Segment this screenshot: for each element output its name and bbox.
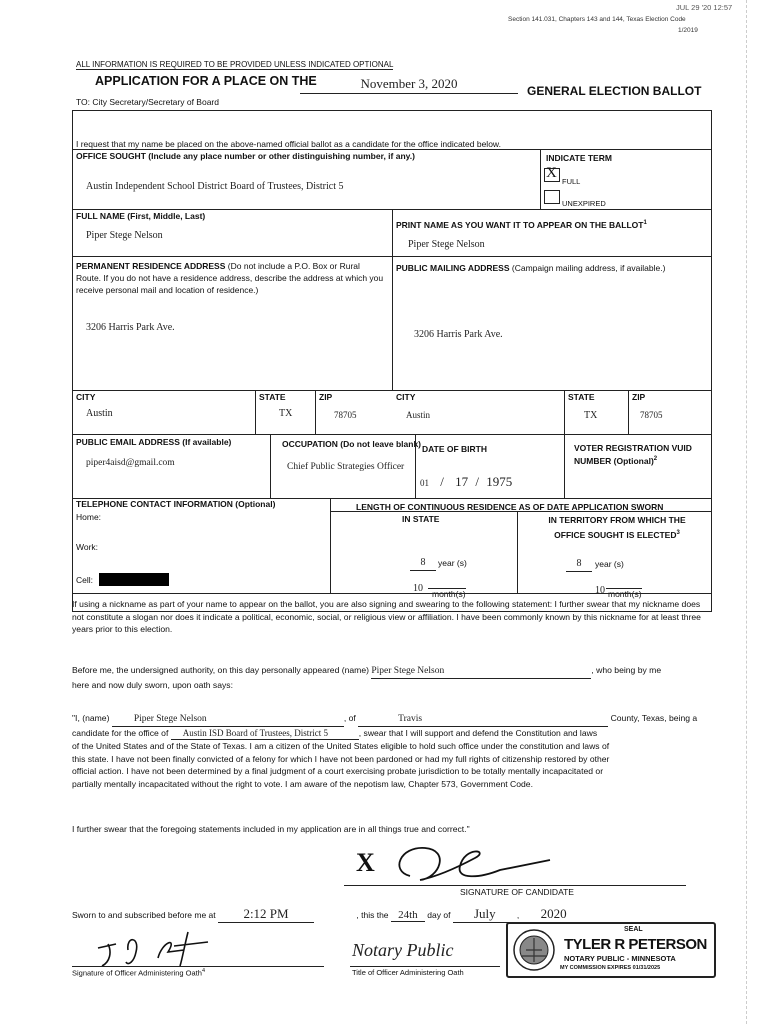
territory-years-label: year (s) bbox=[595, 559, 624, 569]
mailing-address-value[interactable]: 3206 Harris Park Ave. bbox=[414, 329, 503, 340]
required-note: ALL INFORMATION IS REQUIRED TO BE PROVIDED UNLESS INDICATED OPTIONAL bbox=[76, 60, 394, 69]
ballot-type-title: GENERAL ELECTION BALLOT bbox=[527, 84, 702, 98]
occupation-label: OCCUPATION (Do not leave blank) bbox=[282, 439, 422, 449]
office-sought-value[interactable]: Austin Independent School District Board of Trustees, District 5 bbox=[86, 181, 344, 192]
full-term-check-mark: X bbox=[546, 165, 557, 181]
election-date-value: November 3, 2020 bbox=[360, 76, 458, 91]
territory-months-label: month(s) bbox=[608, 589, 642, 599]
mail-state-label: STATE bbox=[568, 392, 595, 402]
nickname-statement: If using a nickname as part of your name to appear on the ballot, you are also signing and swearing to the following statement: I further swear that my nickname does not constitute a slogan nor does it indicate a political, economic, social, or religious view or affiliation. I have been commonly known by this nickname for at least three years prior to this election. bbox=[72, 599, 701, 635]
sworn-month[interactable]: July bbox=[453, 906, 517, 923]
telephone-label: TELEPHONE CONTACT INFORMATION (Optional) bbox=[76, 499, 276, 509]
mailing-address-label: PUBLIC MAILING ADDRESS (Campaign mailing address, if available.) bbox=[396, 263, 666, 273]
notary-name: TYLER R PETERSON bbox=[564, 936, 707, 953]
state-years-value: 8 bbox=[420, 557, 426, 568]
email-label: PUBLIC EMAIL ADDRESS (If available) bbox=[76, 437, 232, 447]
territory-years-field[interactable] bbox=[566, 553, 592, 572]
request-statement: I request that my name be placed on the above-named official ballot as a candidate for the office indicated below. bbox=[76, 139, 501, 149]
residence-length-label: LENGTH OF CONTINUOUS RESIDENCE AS OF DATE APPLICATION SWORN bbox=[356, 502, 664, 512]
territory-years-value: 8 bbox=[576, 558, 582, 569]
seal-label: SEAL bbox=[624, 926, 643, 933]
further-swear-statement: I further swear that the foregoing statements included in my application are in all things true and correct." bbox=[72, 824, 470, 834]
oath-name[interactable]: Piper Stege Nelson bbox=[112, 713, 344, 727]
candidate-signature[interactable] bbox=[380, 836, 560, 888]
unexpired-term-label: UNEXPIRED bbox=[562, 199, 606, 208]
phone-work-label: Work: bbox=[76, 542, 99, 552]
res-city-label: CITY bbox=[76, 392, 96, 402]
ballot-name-label: PRINT NAME AS YOU WANT IT TO APPEAR ON THE BALLOT$^1$ bbox=[396, 220, 647, 230]
to-line: TO: City Secretary/Secretary of Board bbox=[76, 97, 219, 107]
res-state-value[interactable]: TX bbox=[279, 408, 293, 419]
state-seal-icon bbox=[512, 928, 556, 972]
in-state-label: IN STATE bbox=[402, 514, 440, 524]
oath-county[interactable]: Travis bbox=[358, 713, 608, 727]
signature-x-mark: X bbox=[356, 848, 375, 877]
notary-commission: MY COMMISSION EXPIRES 01/31/2025 bbox=[560, 965, 661, 971]
notary-seal bbox=[506, 922, 716, 978]
mail-city-value[interactable]: Austin bbox=[406, 410, 431, 420]
office-sought-label: OFFICE SOUGHT (Include any place number or other distinguishing number, if any.) bbox=[76, 151, 415, 161]
full-term-label: FULL bbox=[562, 177, 581, 186]
vuid-label: VOTER REGISTRATION VUID NUMBER (Optional)$^2$ bbox=[574, 443, 692, 466]
sworn-day[interactable]: 24th bbox=[391, 909, 425, 922]
notary-state: NOTARY PUBLIC - MINNESOTA bbox=[564, 954, 676, 963]
state-months-value: 10 bbox=[413, 583, 423, 594]
phone-cell-label: Cell: bbox=[76, 575, 94, 585]
res-zip-value[interactable]: 78705 bbox=[334, 410, 357, 420]
redacted-phone bbox=[99, 573, 169, 586]
form-title: APPLICATION FOR A PLACE ON THE bbox=[95, 74, 317, 88]
sworn-time[interactable]: 2:12 PM bbox=[218, 906, 314, 923]
in-territory-label: IN TERRITORY FROM WHICH THE OFFICE SOUGHT IS ELECTED$^3$ bbox=[548, 515, 686, 540]
email-value[interactable]: piper4aisd@gmail.com bbox=[86, 458, 175, 468]
unexpired-term-checkbox[interactable] bbox=[544, 190, 560, 204]
state-months-label: month(s) bbox=[428, 588, 466, 599]
full-name-label: FULL NAME (First, Middle, Last) bbox=[76, 211, 206, 221]
phone-home-label: Home: bbox=[76, 512, 102, 522]
fax-header: JUL 29 '20 12:57 bbox=[676, 3, 733, 12]
indicate-term-label: INDICATE TERM bbox=[546, 153, 612, 163]
residence-address-label: PERMANENT RESIDENCE ADDRESS (Do not include a P.O. Box or Rural Route. If you do not have a residence address, describe the address at which you receive personal mail and location of residence.) bbox=[76, 261, 384, 295]
full-term-checkbox[interactable] bbox=[544, 165, 560, 182]
sworn-statement: Sworn to and subscribed before me at 2:12 PM , this the 24th day of July , 2020 bbox=[72, 906, 712, 923]
officer-title-value[interactable]: Notary Public bbox=[352, 940, 454, 960]
dob-day: 17 bbox=[455, 474, 469, 489]
officer-signature[interactable] bbox=[88, 922, 218, 970]
mail-city-label: CITY bbox=[396, 392, 416, 402]
appeared-name[interactable]: Piper Stege Nelson bbox=[371, 665, 591, 679]
dob-month: 01 bbox=[420, 478, 429, 488]
before-me-statement: Before me, the undersigned authority, on this day personally appeared (name) Piper Stege Nelson , who being by me here and now duly sworn, upon oath says: bbox=[72, 665, 662, 690]
dob-label: DATE OF BIRTH bbox=[422, 444, 488, 454]
election-date-field[interactable] bbox=[300, 75, 518, 94]
officer-signature-label: Signature of Officer Administering Oath$^4$ bbox=[72, 968, 205, 978]
res-city-value[interactable]: Austin bbox=[86, 408, 113, 419]
dob-field[interactable]: 01 / 17 / 1975 bbox=[420, 474, 513, 489]
mail-zip-label: ZIP bbox=[632, 392, 646, 402]
revision-date: 1/2019 bbox=[678, 27, 698, 34]
territory-months-value: 10 bbox=[595, 585, 605, 596]
full-name-value[interactable]: Piper Stege Nelson bbox=[86, 230, 163, 241]
state-years-label: year (s) bbox=[438, 558, 467, 568]
officer-title-label: Title of Officer Administering Oath bbox=[352, 968, 464, 977]
occupation-value[interactable]: Chief Public Strategies Officer bbox=[287, 462, 405, 472]
state-years-field[interactable] bbox=[410, 552, 436, 571]
mail-state-value[interactable]: TX bbox=[584, 410, 598, 421]
code-reference: Section 141.031, Chapters 143 and 144, Texas Election Code bbox=[508, 16, 686, 23]
mail-zip-value[interactable]: 78705 bbox=[640, 410, 663, 420]
sworn-year[interactable]: 2020 bbox=[522, 906, 586, 923]
res-zip-label: ZIP bbox=[319, 392, 333, 402]
scan-edge bbox=[746, 0, 747, 1024]
ballot-name-value[interactable]: Piper Stege Nelson bbox=[408, 239, 485, 250]
residence-address-value[interactable]: 3206 Harris Park Ave. bbox=[86, 322, 175, 333]
oath-office[interactable]: Austin ISD Board of Trustees, District 5 bbox=[171, 727, 359, 741]
candidate-signature-label: SIGNATURE OF CANDIDATE bbox=[460, 887, 574, 897]
oath-statement: "I, (name) Piper Stege Nelson , of Travis County, Texas, being a candidate for the office of Austin ISD Board of Trustees, District 5 , swear that I will support and defend the Constitution and laws of the United States and of the State of Texas. I am a citizen of the United States eligible to hold such office under the constitution and laws of this state. I have not been finally convicted of a felony for which I have not been pardoned or had my full rights of citizenship restored by other official action. I have not been determined by a final judgment of a court exercising probate jurisdiction to be totally mentally incapacitated or partially mentally incapacitated without the right to vote. I am aware of the nepotism law, Chapter 573, Government Code. bbox=[72, 713, 698, 789]
dob-year: 1975 bbox=[486, 474, 513, 489]
res-state-label: STATE bbox=[259, 392, 286, 402]
